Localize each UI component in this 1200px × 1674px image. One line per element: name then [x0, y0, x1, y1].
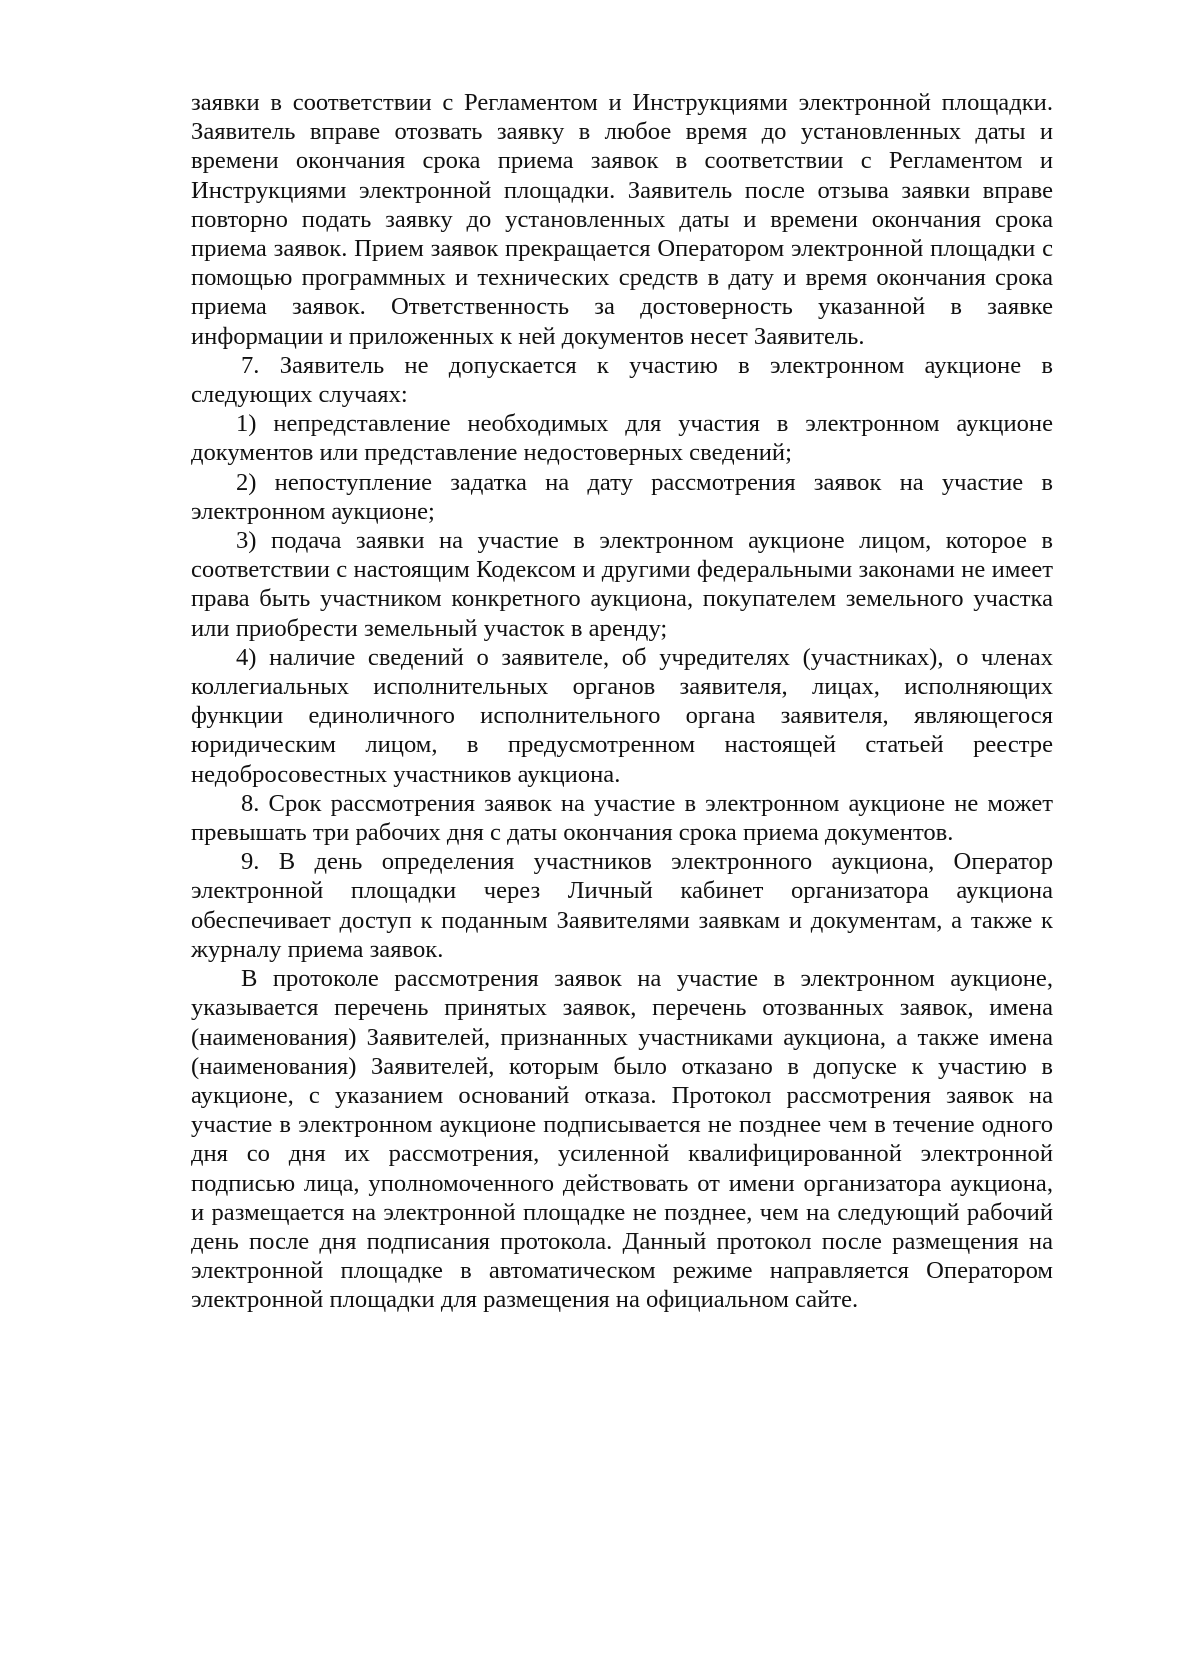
paragraph-item-7: 7. Заявитель не допускается к участию в электронном аукционе в следующих случаях: [191, 351, 1053, 409]
paragraph-subitem-7-3: 3) подача заявки на участие в электронном аукционе лицом, которое в соответствии с настоящим Кодексом и другими федеральными законами не имеет права быть участником конкретного аукциона, покупателем земельного участка или приобрести земельный участок в аренду; [191, 527, 1053, 642]
paragraph-subitem-7-1: 1) непредставление необходимых для участия в электронном аукционе документов или представление недостоверных сведений; [191, 410, 1053, 467]
paragraph-item-8: 8. Срок рассмотрения заявок на участие в электронном аукционе не может превышать три рабочих дня с даты окончания срока приема документов. [191, 789, 1053, 847]
paragraph-item-9: 9. В день определения участников электронного аукциона, Оператор электронной площадки через Личный кабинет организатора аукциона обеспечивает доступ к поданным Заявителями заявкам и документам, а также к журналу приема заявок. [191, 848, 1053, 963]
paragraph-continuation: заявки в соответствии с Регламентом и Инструкциями электронной площадки. Заявитель вправе отозвать заявку в любое время до установленных даты и времени окончания срока приема заявок в соответствии с Регламентом и Инструкциями электронной площадки. Заявитель после отзыва заявки вправе повторно подать заявку до установленных даты и времени окончания срока приема заявок. Прием заявок прекращается Оператором электронной площадки с помощью программных и технических средств в дату и время окончания срока приема заявок. Ответственность за достоверность указанной в заявке информации и приложенных к ней документов несет Заявитель. [191, 89, 1053, 350]
document-page [191, 88, 1053, 1315]
paragraph-subitem-7-2: 2) непоступление задатка на дату рассмотрения заявок на участие в электронном аукционе; [191, 468, 1053, 525]
paragraph-subitem-7-4: 4) наличие сведений о заявителе, об учредителях (участниках), о членах коллегиальных исполнительных органов заявителя, лицах, исполняющих функции единоличного исполнительного органа заявителя, являющегося юридическим лицом, в предусмотренном настоящей статьей реестре недобросовестных участников аукциона. [191, 643, 1053, 788]
paragraph-protocol: В протоколе рассмотрения заявок на участие в электронном аукционе, указывается перечень принятых заявок, перечень отозванных заявок, имена (наименования) Заявителей, признанных участниками аукциона, а также имена (наименования) Заявителей, которым было отказано в допуске к участию в аукционе, с указанием оснований отказа. Протокол рассмотрения заявок на участие в электронном аукционе подписывается не позднее чем в течение одного дня со дня их рассмотрения, усиленной квалифицированной электронной подписью лица, уполномоченного действовать от имени организатора аукциона, и размещается на электронной площадке не позднее, чем на следующий рабочий день после дня подписания протокола. Данный протокол после размещения на электронной площадке в автоматическом режиме направляется Оператором электронной площадки для размещения на официальном сайте. [191, 965, 1053, 1314]
